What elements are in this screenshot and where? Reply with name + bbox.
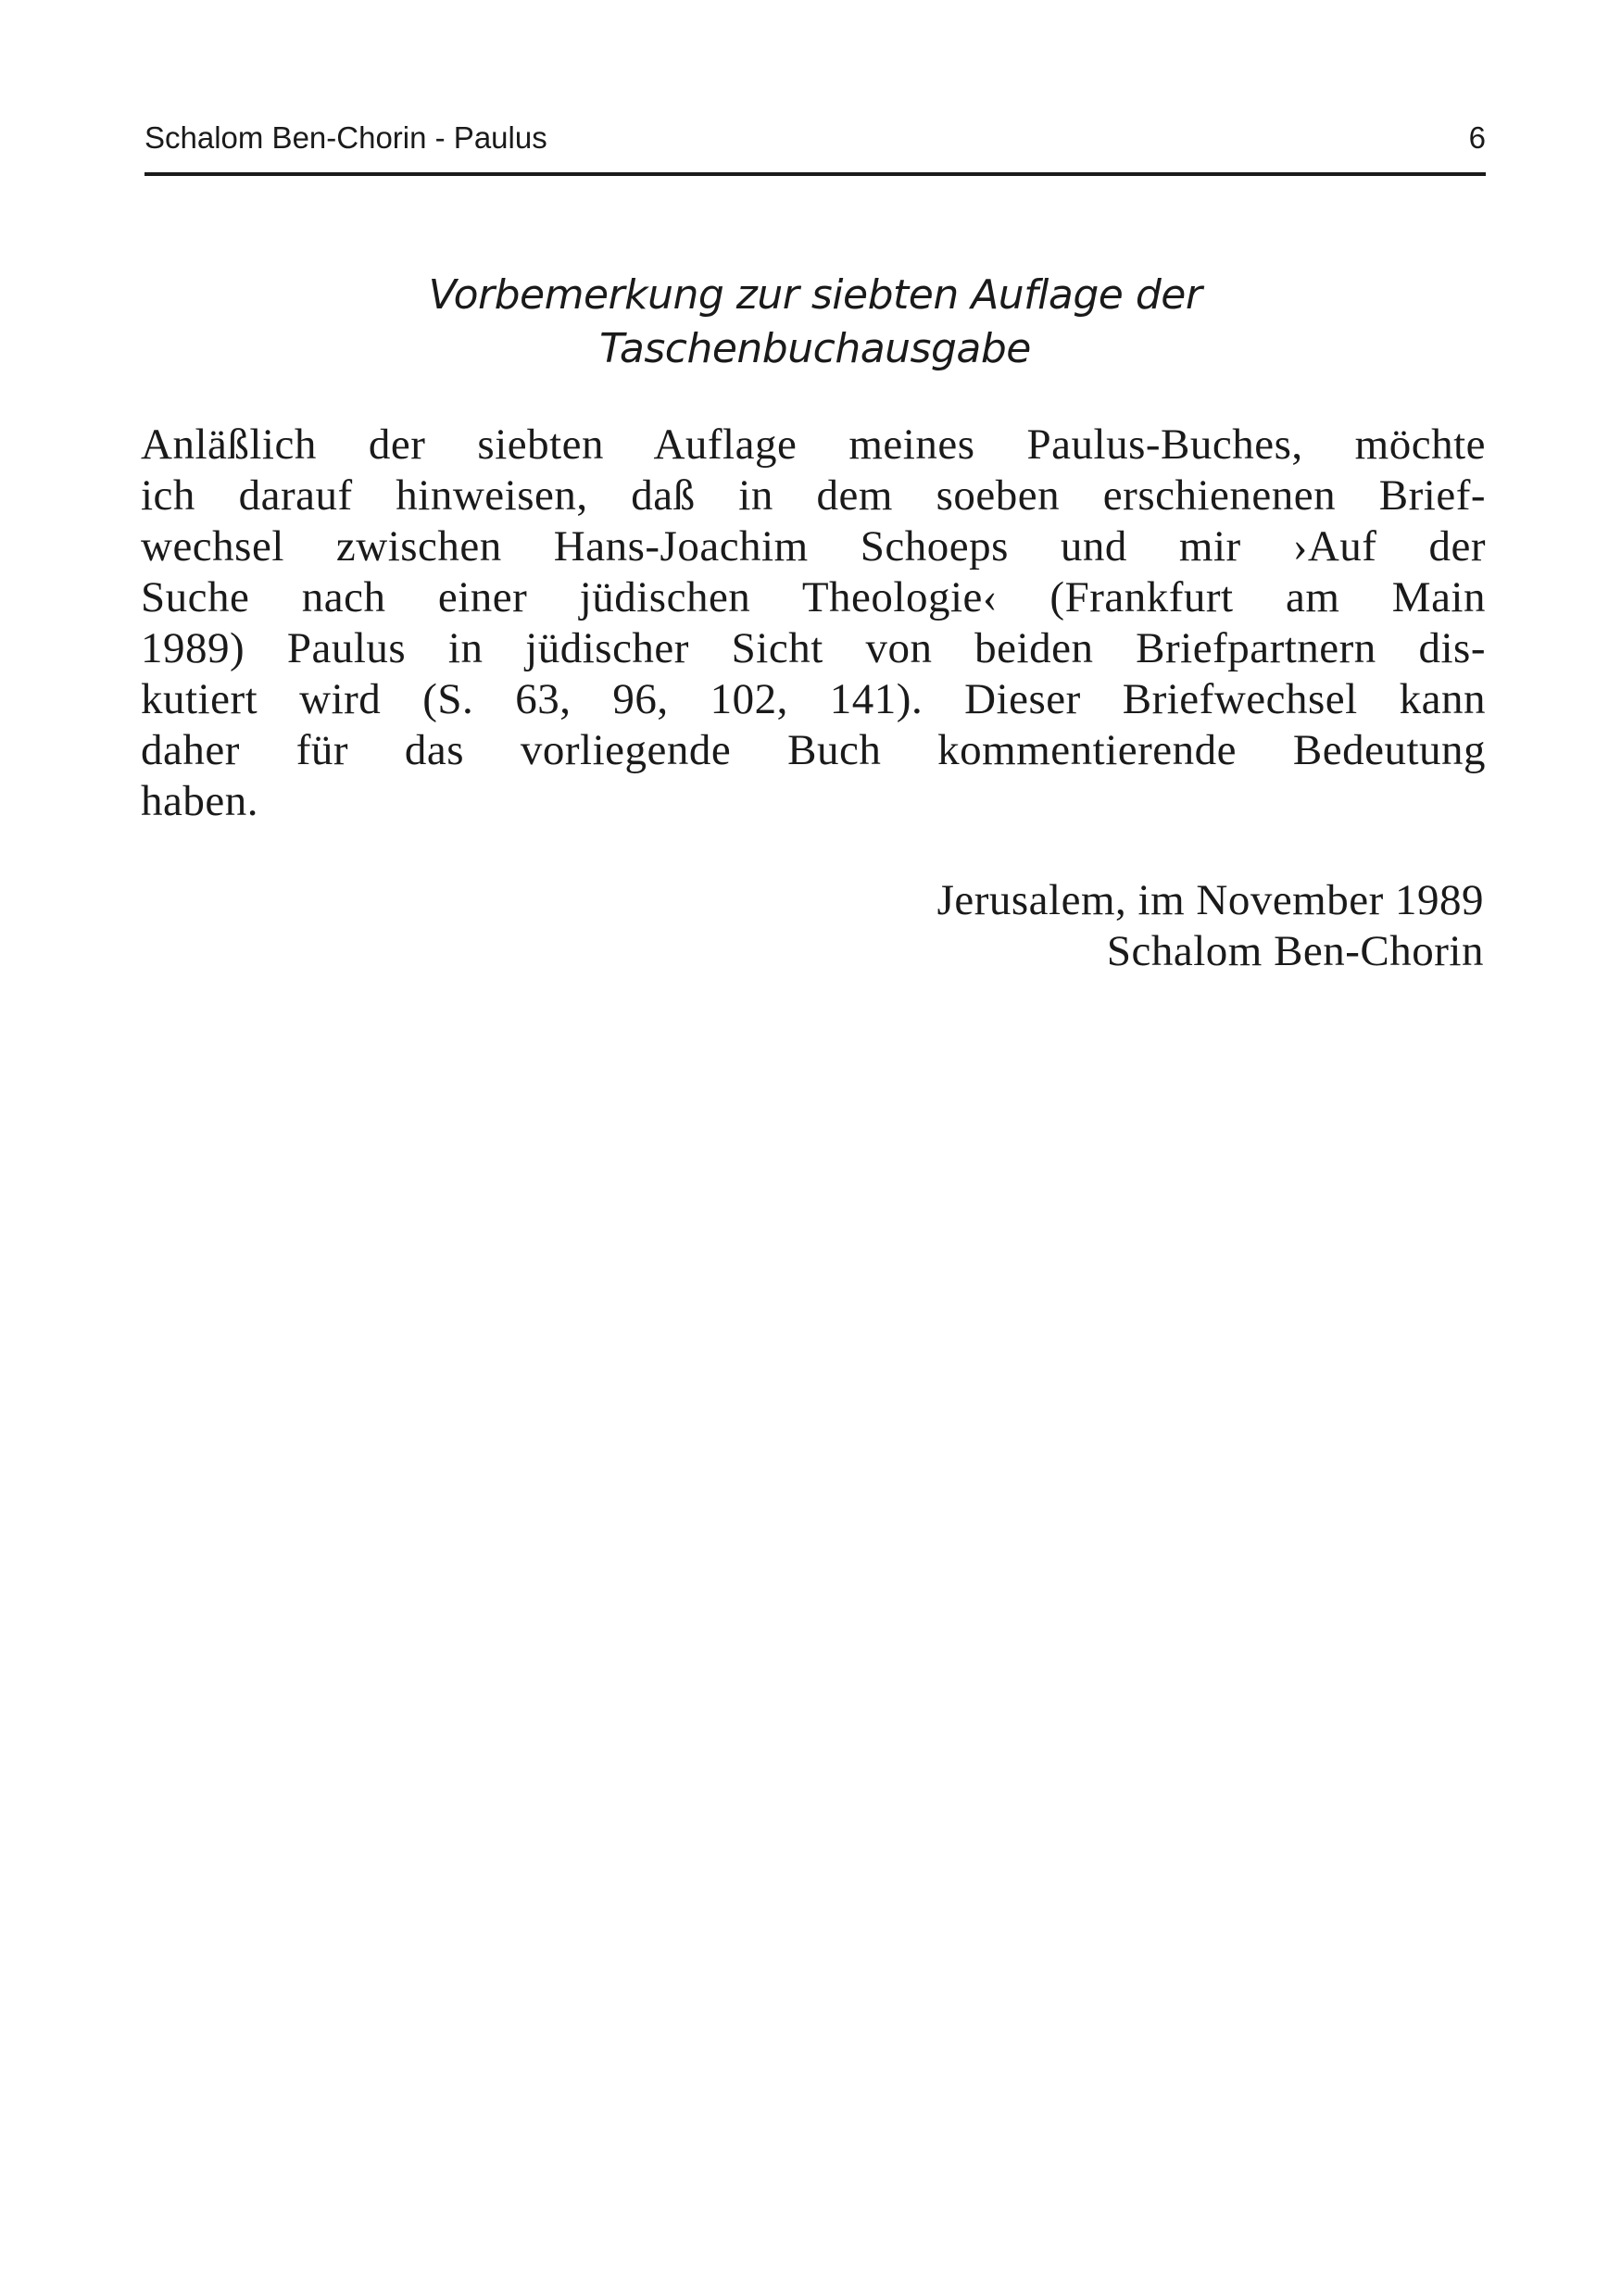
body-line: Suche nach einer jüdischen Theologie‹ (Frankfurt am Main <box>141 573 1486 621</box>
section-heading <box>145 269 1486 376</box>
heading-line-2: Taschenbuchausgabe <box>599 325 1031 372</box>
signature-block <box>145 875 1484 977</box>
signature-author: Schalom Ben-Chorin <box>1106 927 1484 975</box>
body-line: Anläßlich der siebten Auflage meines Paulus-Buches, möchte <box>141 420 1486 469</box>
header-title: Schalom Ben-Chorin - Paulus <box>145 120 547 155</box>
body-line: 1989) Paulus in jüdischer Sicht von beiden Briefpartnern dis- <box>141 624 1486 672</box>
header-divider <box>145 172 1486 176</box>
heading-line-1: Vorbemerkung zur siebten Auflage der <box>428 271 1202 319</box>
running-header <box>145 115 1486 161</box>
body-paragraph <box>141 420 1486 827</box>
body-line: wechsel zwischen Hans-Joachim Schoeps und mir ›Auf der <box>141 522 1486 571</box>
body-line: haben. <box>141 777 258 825</box>
body-line: daher für das vorliegende Buch kommentierende Bedeutung <box>141 726 1486 774</box>
signature-place-date: Jerusalem, im November 1989 <box>936 876 1484 924</box>
page-number: 6 <box>1468 120 1486 155</box>
body-line: kutiert wird (S. 63, 96, 102, 141). Dieser Briefwechsel kann <box>141 675 1486 723</box>
body-line: ich darauf hinweisen, daß in dem soeben erschienenen Brief- <box>141 471 1486 520</box>
